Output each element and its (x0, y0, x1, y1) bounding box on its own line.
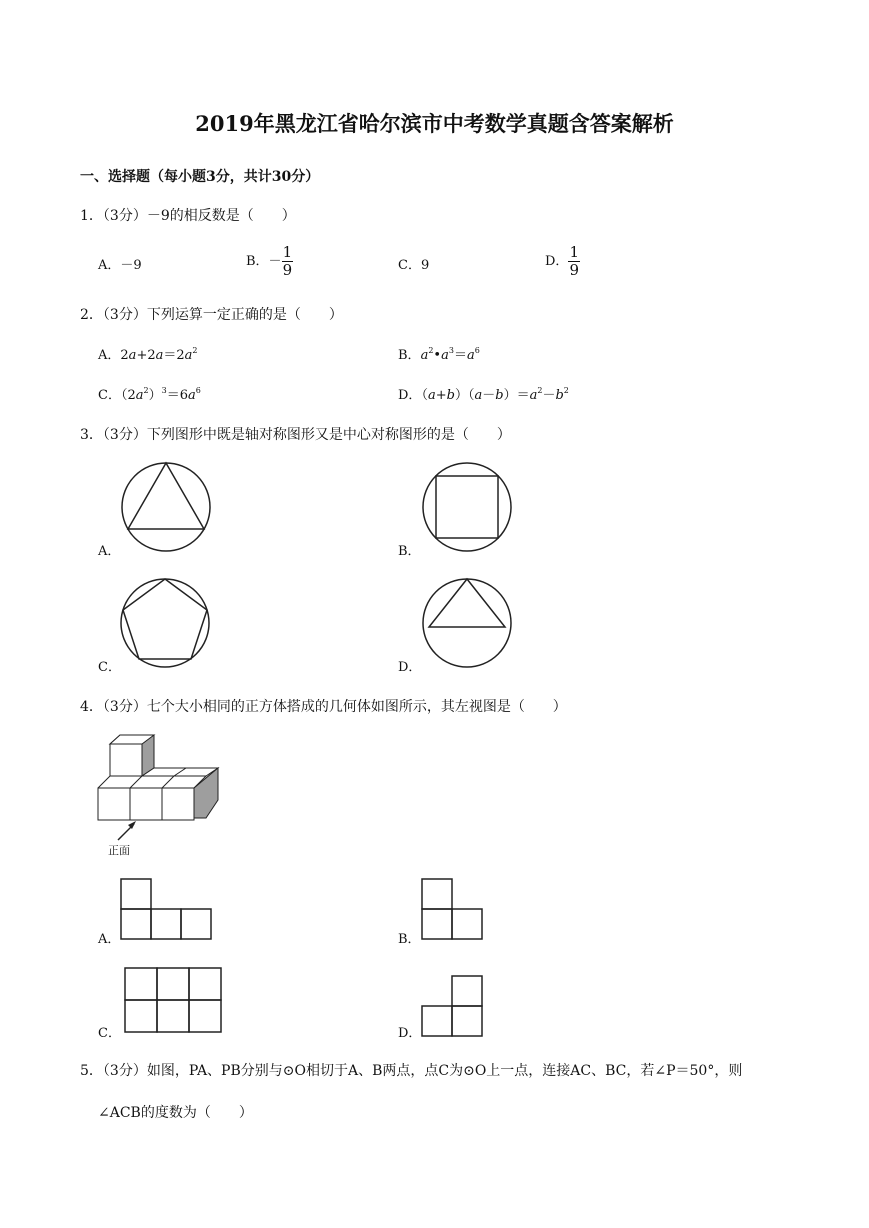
question-3-option-c-label: C． (98, 660, 121, 675)
question-3-option-a-label: A． (98, 544, 121, 559)
front-view-label: 正面 (108, 844, 130, 857)
question-4-option-b-label: B． (398, 932, 421, 947)
view-square (157, 968, 189, 1000)
left-view-option-b-figure (421, 878, 485, 940)
view-square (125, 968, 157, 1000)
question-4-option-a-label: A． (98, 932, 121, 947)
circle-shape (423, 579, 511, 667)
view-square (189, 1000, 221, 1032)
question-2-option-c: C．$(2a^2)^3=6a^6$ (98, 386, 201, 403)
question-2-option-b: B．$a^2•a^3=a^6$ (398, 346, 480, 363)
view-square (422, 879, 452, 909)
top-cube-front-face (110, 744, 142, 776)
left-view-option-a-figure (120, 878, 214, 940)
edge-line (130, 776, 142, 788)
question-2-option-d-label: D． (398, 388, 422, 403)
left-view-option-c-figure (124, 967, 224, 1035)
edge-line (162, 776, 174, 788)
question-1-option-d (545, 244, 580, 279)
view-square (422, 1006, 452, 1036)
triangle-shape (128, 463, 204, 529)
view-square (189, 968, 221, 1000)
question-2-option-a-label: A． (98, 348, 121, 363)
question-1-option-b-denominator: 9 (282, 261, 293, 279)
question-1-option-d-fraction (568, 244, 580, 279)
triangle-shape (429, 579, 505, 627)
page-title: 2019年黑龙江省哈尔滨市中考数学真题含答案解析 (195, 111, 674, 136)
circle-inscribed-triangle-figure (118, 460, 214, 554)
question-1-option-a: A．－9 (98, 258, 142, 273)
left-view-option-d-figure (421, 975, 485, 1037)
view-square (157, 1000, 189, 1032)
view-square (125, 1000, 157, 1032)
question-2-stem: 2．（3分）下列运算一定正确的是（ ） (80, 307, 343, 323)
view-square (452, 1006, 482, 1036)
section-heading: 一、选择题（每小题3分，共计30分） (80, 169, 320, 185)
bottom-cube-front-face (98, 788, 130, 820)
question-1-option-b-fraction (282, 244, 294, 279)
question-1-option-b-numerator: 1 (282, 243, 293, 261)
question-1-option-b (246, 244, 293, 279)
circle-shape (121, 579, 209, 667)
view-square (452, 976, 482, 1006)
circle-shape (122, 463, 210, 551)
question-1-option-c: C．9 (398, 258, 430, 273)
question-2-option-a: A．$2a+2a=2a^2$ (98, 346, 198, 363)
question-3-option-b-label: B． (398, 544, 421, 559)
square-shape (436, 476, 498, 538)
question-5-stem-line-1: 5．（3分）如图，PA、PB分别与⊙O相切于A、B两点，点C为⊙O上一点，连接AC、BC，若∠P＝50°，则 (80, 1063, 743, 1079)
question-1-option-d-label: D． (545, 254, 569, 269)
question-4-stem: 4．（3分）七个大小相同的正方体搭成的几何体如图所示，其左视图是（ ） (80, 699, 567, 715)
question-2-option-b-label: B． (398, 348, 421, 363)
view-square (121, 879, 151, 909)
question-1-option-b-label: B．－ (246, 254, 282, 269)
view-square (121, 909, 151, 939)
circle-triangle-diameter-figure (420, 576, 516, 670)
question-3-option-d-label: D． (398, 660, 422, 675)
question-4-option-d-label: D． (398, 1026, 422, 1041)
question-1-option-d-denominator: 9 (569, 261, 579, 279)
question-5-stem-line-2: ∠ACB的度数为（ ） (98, 1105, 253, 1121)
circle-inscribed-pentagon-figure (118, 576, 214, 670)
view-square (422, 909, 452, 939)
edge-line (98, 776, 110, 788)
question-2-option-d: D．$(a+b)(a-b)=a^2-b^2$ (398, 386, 569, 403)
question-1-option-d-numerator: 1 (569, 243, 579, 261)
question-1-stem: 1．（3分）－9的相反数是（ ） (80, 208, 296, 224)
view-square (452, 909, 482, 939)
bottom-cube-front-face (130, 788, 162, 820)
question-3-stem: 3．（3分）下列图形中既是轴对称图形又是中心对称图形的是（ ） (80, 427, 511, 443)
circle-inscribed-square-figure (420, 460, 516, 554)
question-4-option-c-label: C． (98, 1026, 121, 1041)
view-square (151, 909, 181, 939)
question-2-option-c-label: C． (98, 388, 121, 403)
bottom-cube-front-face (162, 788, 194, 820)
view-square (181, 909, 211, 939)
